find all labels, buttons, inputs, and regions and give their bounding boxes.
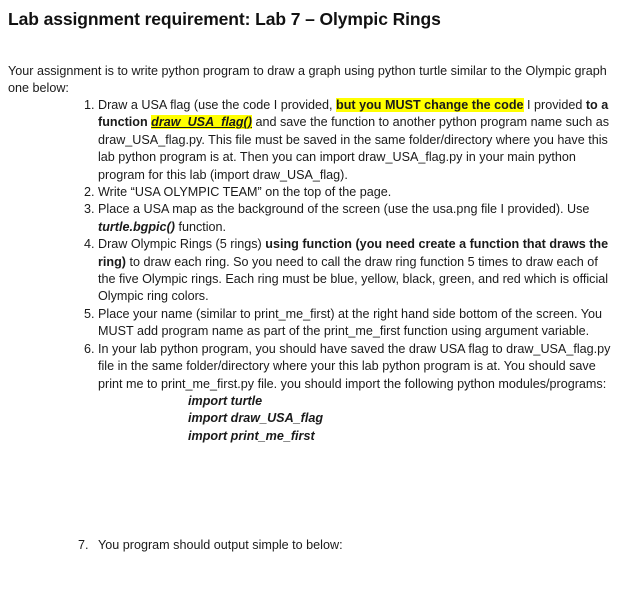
item-1-text-c: and save the function to another python program name such as draw_USA_flag.py. This file must be saved in the same folder/directory where you have this lab python program is at. Then you can import draw_USA_flag.py in your main python program for this lab (import draw_USA_flag). [98,115,609,182]
item-1-text-b: I provided [523,98,586,112]
import-line: import print_me_first [188,428,315,443]
list-item-7 [78,538,343,552]
import-line: import turtle [188,393,263,408]
requirements-list [78,97,614,445]
item-6-text: In your lab python program, you should have saved the draw USA flag to draw_USA_flag.py file in the same folder/directory where your this lab python program is at. You should save print me to print_me_first.py file. you should import the following python modules/programs: [98,341,611,391]
item-1-text-a: Draw a USA flag (use the code I provided, [98,98,337,112]
item-3-text-b: function. [174,219,227,234]
item-5-text: Place your name (similar to print_me_first) at the right hand side bottom of the screen. You MUST add program name as part of the print_me_first function using argument variable. [98,306,603,339]
list-item-3 [98,201,614,236]
list-item-2 [98,184,614,201]
list-item-5 [98,306,614,341]
item-4-text-b: to draw each ring. So you need to call the draw ring function 5 times to draw each of the five Olympic rings. Each ring must be blue, yellow, black, green, and red which is official Olympic ring colors. [98,254,609,304]
intro-paragraph: Your assignment is to write python program to draw a graph using python turtle similar to the Olympic graph one below: [8,64,607,96]
list-item-6 [98,341,614,445]
list-item-4 [98,236,614,306]
item-3-function-name: turtle.bgpic() [98,219,175,234]
item-3-text-a: Place a USA map as the background of the screen (use the usa.png file I provided). Use [98,202,590,217]
page-title: Lab assignment requirement: Lab 7 – Olympic Rings [8,9,441,29]
import-list [98,393,614,445]
import-line: import draw_USA_flag [188,411,324,426]
item-7-number: 7. [78,538,89,552]
item-1-bold: to a function [98,98,609,130]
item-1-highlight: but you MUST change the code [336,98,524,112]
list-item-1 [98,97,614,184]
item-1-function-name: draw_USA_flag() [151,115,252,130]
item-4-text-a: Draw Olympic Rings (5 rings) [98,237,266,252]
item-7-text: You program should output simple to below: [98,538,343,552]
item-2-text: Write “USA OLYMPIC TEAM” on the top of the page. [98,185,392,200]
item-4-bold: using function (you need create a function that draws the ring) [98,237,609,269]
